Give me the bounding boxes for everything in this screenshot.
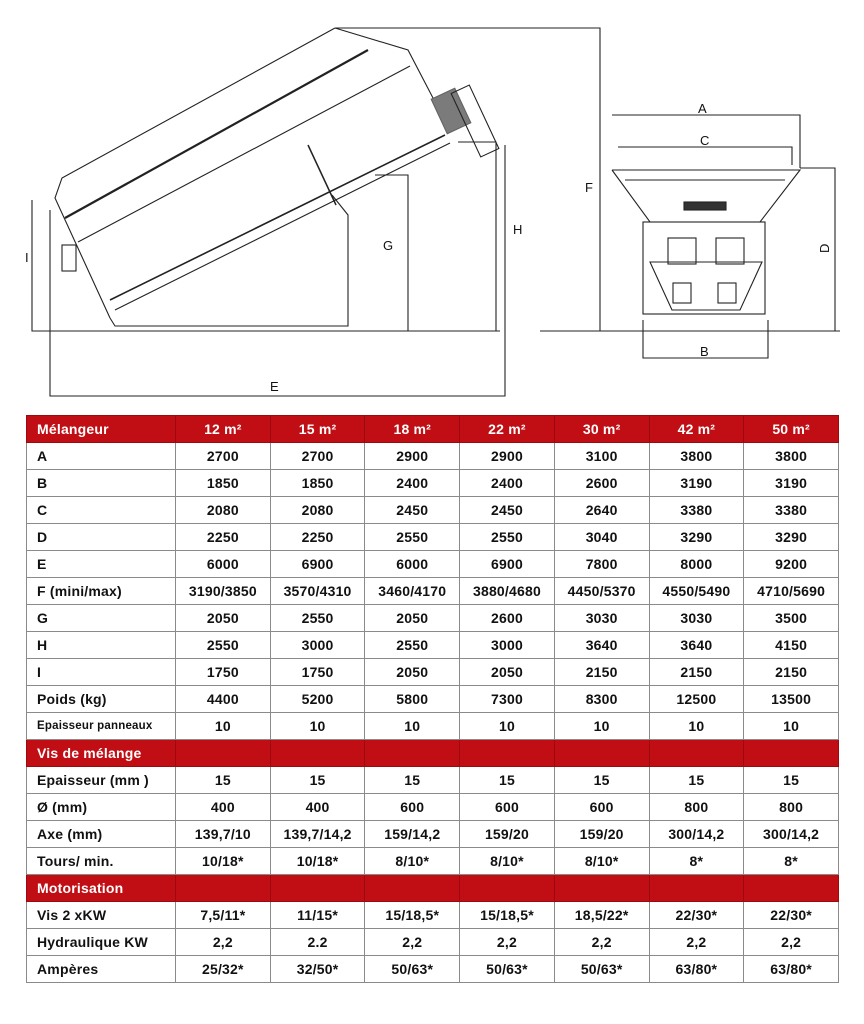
table-cell: 2450 [365, 497, 460, 524]
table-cell: 8* [649, 848, 744, 875]
table-cell: 3380 [649, 497, 744, 524]
table-cell: 2550 [460, 524, 555, 551]
table-cell: 4400 [176, 686, 271, 713]
row-label: C [27, 497, 176, 524]
table-cell: 9200 [744, 551, 839, 578]
table-cell: 2,2 [176, 929, 271, 956]
header-row [27, 416, 839, 443]
section-cell [460, 875, 555, 902]
section-cell [649, 875, 744, 902]
table-cell: 15 [460, 767, 555, 794]
section-cell [176, 740, 271, 767]
table-cell: 10 [744, 713, 839, 740]
table-cell: 2600 [554, 470, 649, 497]
table-cell: 10/18* [176, 848, 271, 875]
table-row [27, 578, 839, 605]
table-cell: 3100 [554, 443, 649, 470]
dim-label-c: C [700, 133, 710, 148]
table-cell: 4450/5370 [554, 578, 649, 605]
dim-label-d: D [817, 243, 832, 253]
section-label: Vis de mélange [27, 740, 176, 767]
front-view [595, 115, 840, 358]
table-cell: 2640 [554, 497, 649, 524]
table-cell: 3030 [649, 605, 744, 632]
table-cell: 3380 [744, 497, 839, 524]
table-row [27, 713, 839, 740]
table-cell: 3500 [744, 605, 839, 632]
table-cell: 2,2 [744, 929, 839, 956]
table-cell: 13500 [744, 686, 839, 713]
table-row [27, 686, 839, 713]
table-cell: 63/80* [744, 956, 839, 983]
table-cell: 3000 [460, 632, 555, 659]
row-label: B [27, 470, 176, 497]
table-cell: 7800 [554, 551, 649, 578]
table-cell: 18,5/22* [554, 902, 649, 929]
table-cell: 400 [176, 794, 271, 821]
table-cell: 8/10* [365, 848, 460, 875]
table-cell: 2080 [270, 497, 365, 524]
table-cell: 50/63* [554, 956, 649, 983]
table-cell: 159/20 [460, 821, 555, 848]
spec-table [26, 415, 839, 983]
table-cell: 11/15* [270, 902, 365, 929]
table-cell: 2,2 [649, 929, 744, 956]
section-cell [554, 740, 649, 767]
section-cell [365, 740, 460, 767]
table-cell: 2900 [460, 443, 555, 470]
table-cell: 2050 [365, 605, 460, 632]
table-row [27, 659, 839, 686]
table-cell: 7,5/11* [176, 902, 271, 929]
table-cell: 15 [176, 767, 271, 794]
table-cell: 2,2 [460, 929, 555, 956]
table-cell: 50/63* [460, 956, 555, 983]
row-label: Epaisseur panneaux [27, 713, 176, 740]
table-cell: 10 [365, 713, 460, 740]
table-cell: 3800 [744, 443, 839, 470]
table-cell: 2250 [176, 524, 271, 551]
table-cell: 8/10* [460, 848, 555, 875]
section-cell [176, 875, 271, 902]
table-cell: 10 [176, 713, 271, 740]
table-cell: 300/14,2 [649, 821, 744, 848]
table-row [27, 551, 839, 578]
table-cell: 2600 [460, 605, 555, 632]
table-cell: 3570/4310 [270, 578, 365, 605]
row-label: Ampères [27, 956, 176, 983]
table-cell: 3030 [554, 605, 649, 632]
section-cell [649, 740, 744, 767]
table-cell: 2080 [176, 497, 271, 524]
table-cell: 2700 [176, 443, 271, 470]
table-cell: 600 [554, 794, 649, 821]
table-cell: 2550 [270, 605, 365, 632]
table-cell: 2550 [176, 632, 271, 659]
table-cell: 2400 [460, 470, 555, 497]
row-label: Ø (mm) [27, 794, 176, 821]
section-motorisation [27, 875, 839, 902]
table-cell: 15 [365, 767, 460, 794]
table-cell: 10/18* [270, 848, 365, 875]
table-cell: 2550 [365, 632, 460, 659]
dim-label-g: G [383, 238, 394, 253]
table-cell: 2150 [649, 659, 744, 686]
section-label: Motorisation [27, 875, 176, 902]
table-cell: 10 [554, 713, 649, 740]
table-cell: 4710/5690 [744, 578, 839, 605]
table-cell: 22/30* [649, 902, 744, 929]
dim-label-b: B [700, 344, 709, 359]
table-row [27, 794, 839, 821]
row-label: G [27, 605, 176, 632]
section-cell [365, 875, 460, 902]
table-cell: 2550 [365, 524, 460, 551]
table-cell: 3290 [744, 524, 839, 551]
table-cell: 15/18,5* [460, 902, 555, 929]
row-label: H [27, 632, 176, 659]
technical-drawing [0, 0, 864, 410]
model-header: 30 m² [554, 416, 649, 443]
table-cell: 7300 [460, 686, 555, 713]
table-cell: 3640 [554, 632, 649, 659]
row-label: I [27, 659, 176, 686]
table-cell: 5800 [365, 686, 460, 713]
table-cell: 15/18,5* [365, 902, 460, 929]
row-label: Axe (mm) [27, 821, 176, 848]
table-row [27, 524, 839, 551]
table-cell: 2,2 [554, 929, 649, 956]
table-cell: 8000 [649, 551, 744, 578]
model-header: 22 m² [460, 416, 555, 443]
table-cell: 139,7/10 [176, 821, 271, 848]
model-header: 42 m² [649, 416, 744, 443]
row-label: Poids (kg) [27, 686, 176, 713]
table-cell: 600 [365, 794, 460, 821]
table-cell: 2050 [365, 659, 460, 686]
table-row [27, 821, 839, 848]
table-cell: 1750 [176, 659, 271, 686]
table-cell: 8/10* [554, 848, 649, 875]
row-label: F (mini/max) [27, 578, 176, 605]
row-label: Hydraulique KW [27, 929, 176, 956]
table-cell: 2400 [365, 470, 460, 497]
table-row [27, 929, 839, 956]
dim-label-a: A [698, 101, 707, 116]
table-cell: 2,2 [365, 929, 460, 956]
table-cell: 2700 [270, 443, 365, 470]
table-row [27, 497, 839, 524]
table-cell: 159/20 [554, 821, 649, 848]
table-cell: 3640 [649, 632, 744, 659]
table-cell: 800 [649, 794, 744, 821]
section-cell [554, 875, 649, 902]
table-cell: 15 [649, 767, 744, 794]
model-header: 15 m² [270, 416, 365, 443]
table-cell: 12500 [649, 686, 744, 713]
table-cell: 159/14,2 [365, 821, 460, 848]
table-row [27, 767, 839, 794]
table-cell: 3190 [744, 470, 839, 497]
section-vis-de-melange [27, 740, 839, 767]
dim-label-i: I [25, 250, 29, 265]
table-cell: 10 [649, 713, 744, 740]
section-cell [460, 740, 555, 767]
row-label: D [27, 524, 176, 551]
table-cell: 8300 [554, 686, 649, 713]
table-cell: 2050 [460, 659, 555, 686]
dim-label-e: E [270, 379, 279, 394]
table-cell: 2250 [270, 524, 365, 551]
table-cell: 2450 [460, 497, 555, 524]
table-cell: 3460/4170 [365, 578, 460, 605]
table-cell: 2.2 [270, 929, 365, 956]
table-cell: 600 [460, 794, 555, 821]
section-cell [270, 740, 365, 767]
row-label: Tours/ min. [27, 848, 176, 875]
table-cell: 8* [744, 848, 839, 875]
table-cell: 3190/3850 [176, 578, 271, 605]
table-cell: 2150 [554, 659, 649, 686]
table-cell: 3880/4680 [460, 578, 555, 605]
table-cell: 400 [270, 794, 365, 821]
table-cell: 15 [554, 767, 649, 794]
model-header: 50 m² [744, 416, 839, 443]
section-cell [270, 875, 365, 902]
row-label: Epaisseur (mm ) [27, 767, 176, 794]
table-row [27, 902, 839, 929]
table-cell: 3800 [649, 443, 744, 470]
table-cell: 3000 [270, 632, 365, 659]
table-cell: 22/30* [744, 902, 839, 929]
table-cell: 15 [744, 767, 839, 794]
table-row [27, 956, 839, 983]
table-cell: 10 [270, 713, 365, 740]
header-label: Mélangeur [27, 416, 176, 443]
table-cell: 3040 [554, 524, 649, 551]
table-cell: 6000 [365, 551, 460, 578]
table-row [27, 632, 839, 659]
table-cell: 300/14,2 [744, 821, 839, 848]
table-row [27, 605, 839, 632]
table-cell: 4550/5490 [649, 578, 744, 605]
table-cell: 4150 [744, 632, 839, 659]
table-row [27, 443, 839, 470]
table-cell: 10 [460, 713, 555, 740]
table-cell: 3190 [649, 470, 744, 497]
model-header: 12 m² [176, 416, 271, 443]
table-cell: 2900 [365, 443, 460, 470]
table-cell: 1850 [270, 470, 365, 497]
table-cell: 1850 [176, 470, 271, 497]
table-cell: 6900 [270, 551, 365, 578]
dim-label-f: F [585, 180, 593, 195]
table-cell: 3290 [649, 524, 744, 551]
row-label: E [27, 551, 176, 578]
table-cell: 5200 [270, 686, 365, 713]
table-cell: 1750 [270, 659, 365, 686]
table-row [27, 848, 839, 875]
section-cell [744, 875, 839, 902]
dimension-labels [25, 101, 832, 394]
row-label: Vis 2 xKW [27, 902, 176, 929]
table-cell: 50/63* [365, 956, 460, 983]
dim-label-h: H [513, 222, 523, 237]
table-cell: 6900 [460, 551, 555, 578]
table-row [27, 470, 839, 497]
model-header: 18 m² [365, 416, 460, 443]
table-cell: 2050 [176, 605, 271, 632]
table-cell: 6000 [176, 551, 271, 578]
table-cell: 139,7/14,2 [270, 821, 365, 848]
row-label: A [27, 443, 176, 470]
table-cell: 25/32* [176, 956, 271, 983]
table-cell: 800 [744, 794, 839, 821]
table-cell: 2150 [744, 659, 839, 686]
table-cell: 15 [270, 767, 365, 794]
side-view [32, 28, 600, 396]
table-cell: 32/50* [270, 956, 365, 983]
section-cell [744, 740, 839, 767]
table-cell: 63/80* [649, 956, 744, 983]
